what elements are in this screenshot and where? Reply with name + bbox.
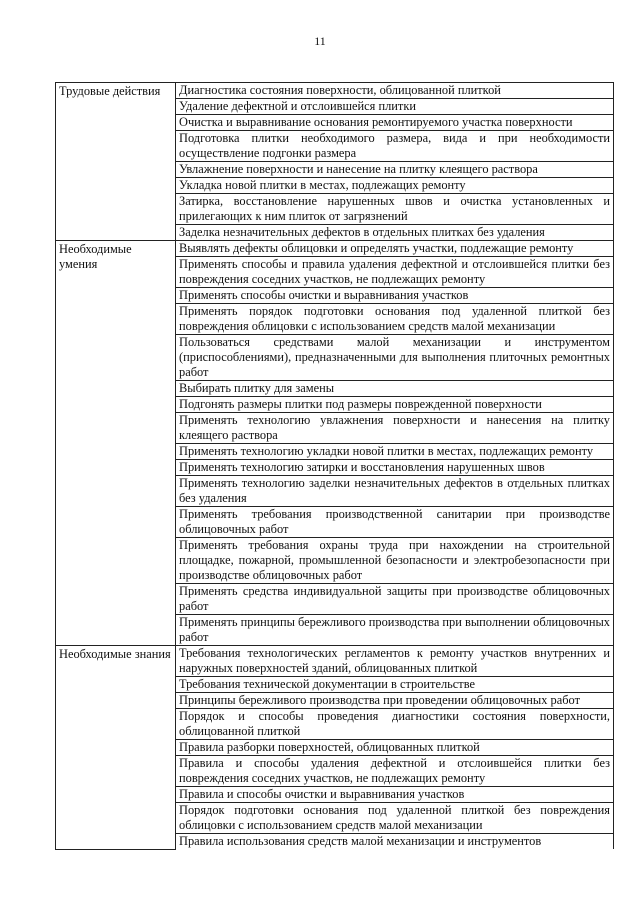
table-row [56, 646, 614, 677]
requirement-cell: Требования технической документации в строительстве [176, 677, 614, 693]
requirement-cell: Правила и способы очистки и выравнивания участков [176, 787, 614, 803]
requirement-cell: Порядок и способы проведения диагностики состояния поверхности, облицованной плиткой [176, 709, 614, 740]
requirement-cell: Применять способы очистки и выравнивания участков [176, 288, 614, 304]
group-label: Необходимые знания [56, 646, 176, 850]
requirement-cell: Пользоваться средствами малой механизации и инструментом (приспособлениями), предназначенными для выполнения плиточных ремонтных работ [176, 335, 614, 381]
requirement-cell: Применять технологию увлажнения поверхности и нанесения на плитку клеящего раствора [176, 413, 614, 444]
labor-function-table [55, 82, 614, 850]
requirement-cell: Применять средства индивидуальной защиты при производстве облицовочных работ [176, 584, 614, 615]
requirement-cell: Подготовка плитки необходимого размера, вида и при необходимости осуществление подгонки размера [176, 131, 614, 162]
requirement-cell: Требования технологических регламентов к ремонту участков внутренних и наружных поверхностей зданий, облицованных плиткой [176, 646, 614, 677]
requirement-cell: Принципы бережливого производства при проведении облицовочных работ [176, 693, 614, 709]
requirement-cell: Укладка новой плитки в местах, подлежащих ремонту [176, 178, 614, 194]
requirement-cell: Применять технологию укладки новой плитки в местах, подлежащих ремонту [176, 444, 614, 460]
requirement-cell: Затирка, восстановление нарушенных швов и очистка установленных и прилегающих к ним плиток от загрязнений [176, 194, 614, 225]
group-label: Трудовые действия [56, 83, 176, 241]
requirement-cell: Применять технологию заделки незначительных дефектов в отдельных плитках без удаления [176, 476, 614, 507]
requirement-cell: Диагностика состояния поверхности, облицованной плиткой [176, 83, 614, 99]
requirement-cell: Правила и способы удаления дефектной и отслоившейся плитки без повреждения соседних участков, не подлежащих ремонту [176, 756, 614, 787]
table-row [56, 83, 614, 99]
requirement-cell: Выбирать плитку для замены [176, 381, 614, 397]
table-body [56, 83, 614, 850]
group-label: Необходимые умения [56, 241, 176, 646]
requirement-cell: Правила использования средств малой механизации и инструментов [176, 834, 614, 850]
requirement-cell: Увлажнение поверхности и нанесение на плитку клеящего раствора [176, 162, 614, 178]
requirement-cell: Порядок подготовки основания под удаленной плиткой без повреждения облицовки с использованием средств малой механизации [176, 803, 614, 834]
requirement-cell: Правила разборки поверхностей, облицованных плиткой [176, 740, 614, 756]
table-row [56, 241, 614, 257]
requirement-cell: Применять требования охраны труда при нахождении на строительной площадке, пожарной, промышленной безопасности и электробезопасности при производстве облицовочных работ [176, 538, 614, 584]
requirement-cell: Применять способы и правила удаления дефектной и отслоившейся плитки без повреждения соседних участков, не подлежащих ремонту [176, 257, 614, 288]
requirement-cell: Применять требования производственной санитарии при производстве облицовочных работ [176, 507, 614, 538]
requirement-cell: Применять порядок подготовки основания под удаленной плиткой без повреждения облицовки с использованием средств малой механизации [176, 304, 614, 335]
requirement-cell: Очистка и выравнивание основания ремонтируемого участка поверхности [176, 115, 614, 131]
requirement-cell: Применять технологию затирки и восстановления нарушенных швов [176, 460, 614, 476]
requirement-cell: Подгонять размеры плитки под размеры поврежденной поверхности [176, 397, 614, 413]
requirement-cell: Удаление дефектной и отслоившейся плитки [176, 99, 614, 115]
requirement-cell: Выявлять дефекты облицовки и определять участки, подлежащие ремонту [176, 241, 614, 257]
page-number: 11 [314, 34, 326, 48]
requirement-cell: Применять принципы бережливого производства при выполнении облицовочных работ [176, 615, 614, 646]
requirement-cell: Заделка незначительных дефектов в отдельных плитках без удаления [176, 225, 614, 241]
